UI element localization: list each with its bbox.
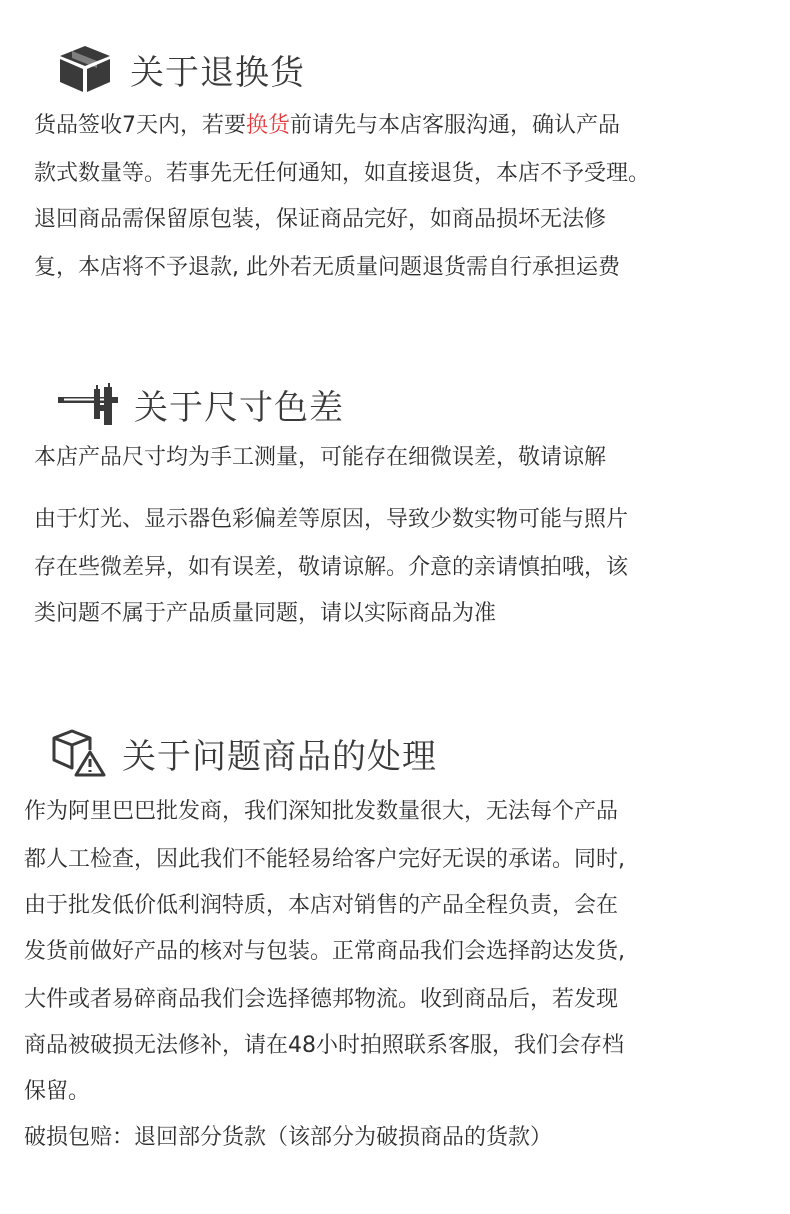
paragraph-line: 发货前做好产品的核对与包装。正常商品我们会选择韵达发货, [24, 939, 625, 964]
paragraph-line: 破损包赔：退回部分货款（该部分为破损商品的货款） [24, 1125, 553, 1150]
paragraph-line: 由于批发低价低利润特质，本店对销售的产品全程负责，会在 [24, 893, 619, 918]
paragraph-line: 由于灯光、显示器色彩偏差等原因，导致少数实物可能与照片 [34, 507, 629, 532]
box-warning-icon [52, 728, 106, 778]
section-title: 关于退换货 [130, 52, 305, 93]
section-heading-returns [58, 44, 305, 94]
paragraph-line: 作为阿里巴巴批发商，我们深知批发数量很大，无法每个产品 [24, 799, 619, 824]
paragraph-line: 货品签收7天内，若要换货前请先与本店客服沟通，确认产品 [34, 113, 621, 138]
paragraph-line: 大件或者易碎商品我们会选择德邦物流。收到商品后，若发现 [24, 987, 619, 1012]
paragraph-line: 退回商品需保留原包装，保证商品完好，如商品损坏无法修 [34, 207, 607, 232]
section-title: 关于问题商品的处理 [122, 736, 437, 777]
box-icon [58, 44, 112, 94]
section-heading-size [56, 380, 344, 429]
paragraph-line: 商品被破损无法修补，请在48小时拍照联系客服，我们会存档 [24, 1033, 624, 1058]
section-heading-issues [52, 728, 437, 778]
paragraph-line: 保留。 [24, 1079, 91, 1104]
paragraph-line: 存在些微差异，如有误差，敬请谅解。介意的亲请慎拍哦，该 [34, 555, 629, 580]
paragraph-line: 本店产品尺寸均为手工测量，可能存在细微误差，敬请谅解 [34, 445, 607, 470]
paragraph-line: 复，本店将不予退款, 此外若无质量问题退货需自行承担运费 [34, 255, 620, 280]
caliper-icon [56, 383, 122, 427]
highlight-text: 换货 [246, 113, 291, 138]
paragraph-line: 款式数量等。若事先无任何通知，如直接退货，本店不予受理。 [34, 161, 651, 186]
paragraph-line: 都人工检查，因此我们不能轻易给客户完好无误的承诺。同时, [24, 847, 625, 872]
paragraph-line: 类问题不属于产品质量同题，请以实际商品为准 [34, 601, 497, 626]
section-title: 关于尺寸色差 [134, 388, 344, 428]
